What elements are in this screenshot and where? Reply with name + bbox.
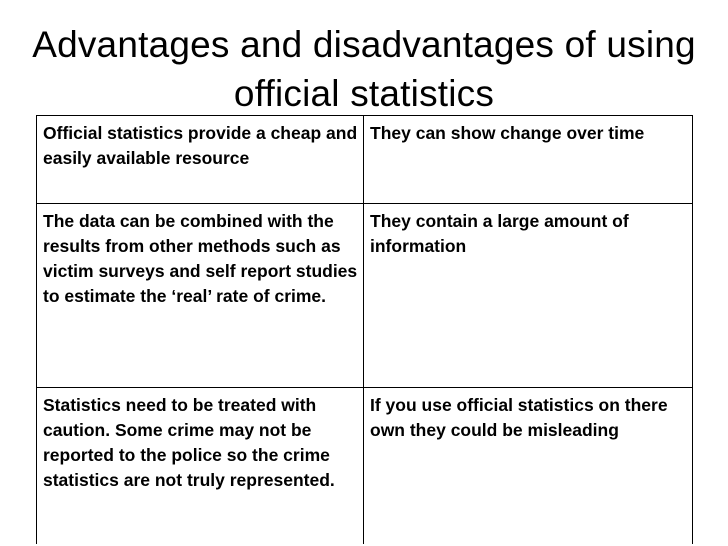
- slide-title-line-1: Advantages and disadvantages of using: [32, 24, 696, 65]
- table-cell-left: Statistics need to be treated with caution. Some crime may not be reported to the police so the crime statistics are not truly represented.: [37, 388, 364, 545]
- table-row: [37, 116, 693, 204]
- table-cell-right: They contain a large amount of information: [364, 204, 693, 388]
- statistics-table: [36, 115, 693, 544]
- slide-title: [0, 20, 728, 118]
- table-cell-right: They can show change over time: [364, 116, 693, 204]
- table-cell-left: The data can be combined with the results from other methods such as victim surveys and self report studies to estimate the ‘real’ rate of crime.: [37, 204, 364, 388]
- table-cell-left: Official statistics provide a cheap and easily available resource: [37, 116, 364, 204]
- table-row: [37, 204, 693, 388]
- table-row: [37, 388, 693, 545]
- table-cell-right: If you use official statistics on there own they could be misleading: [364, 388, 693, 545]
- slide-title-line-2: official statistics: [233, 73, 495, 114]
